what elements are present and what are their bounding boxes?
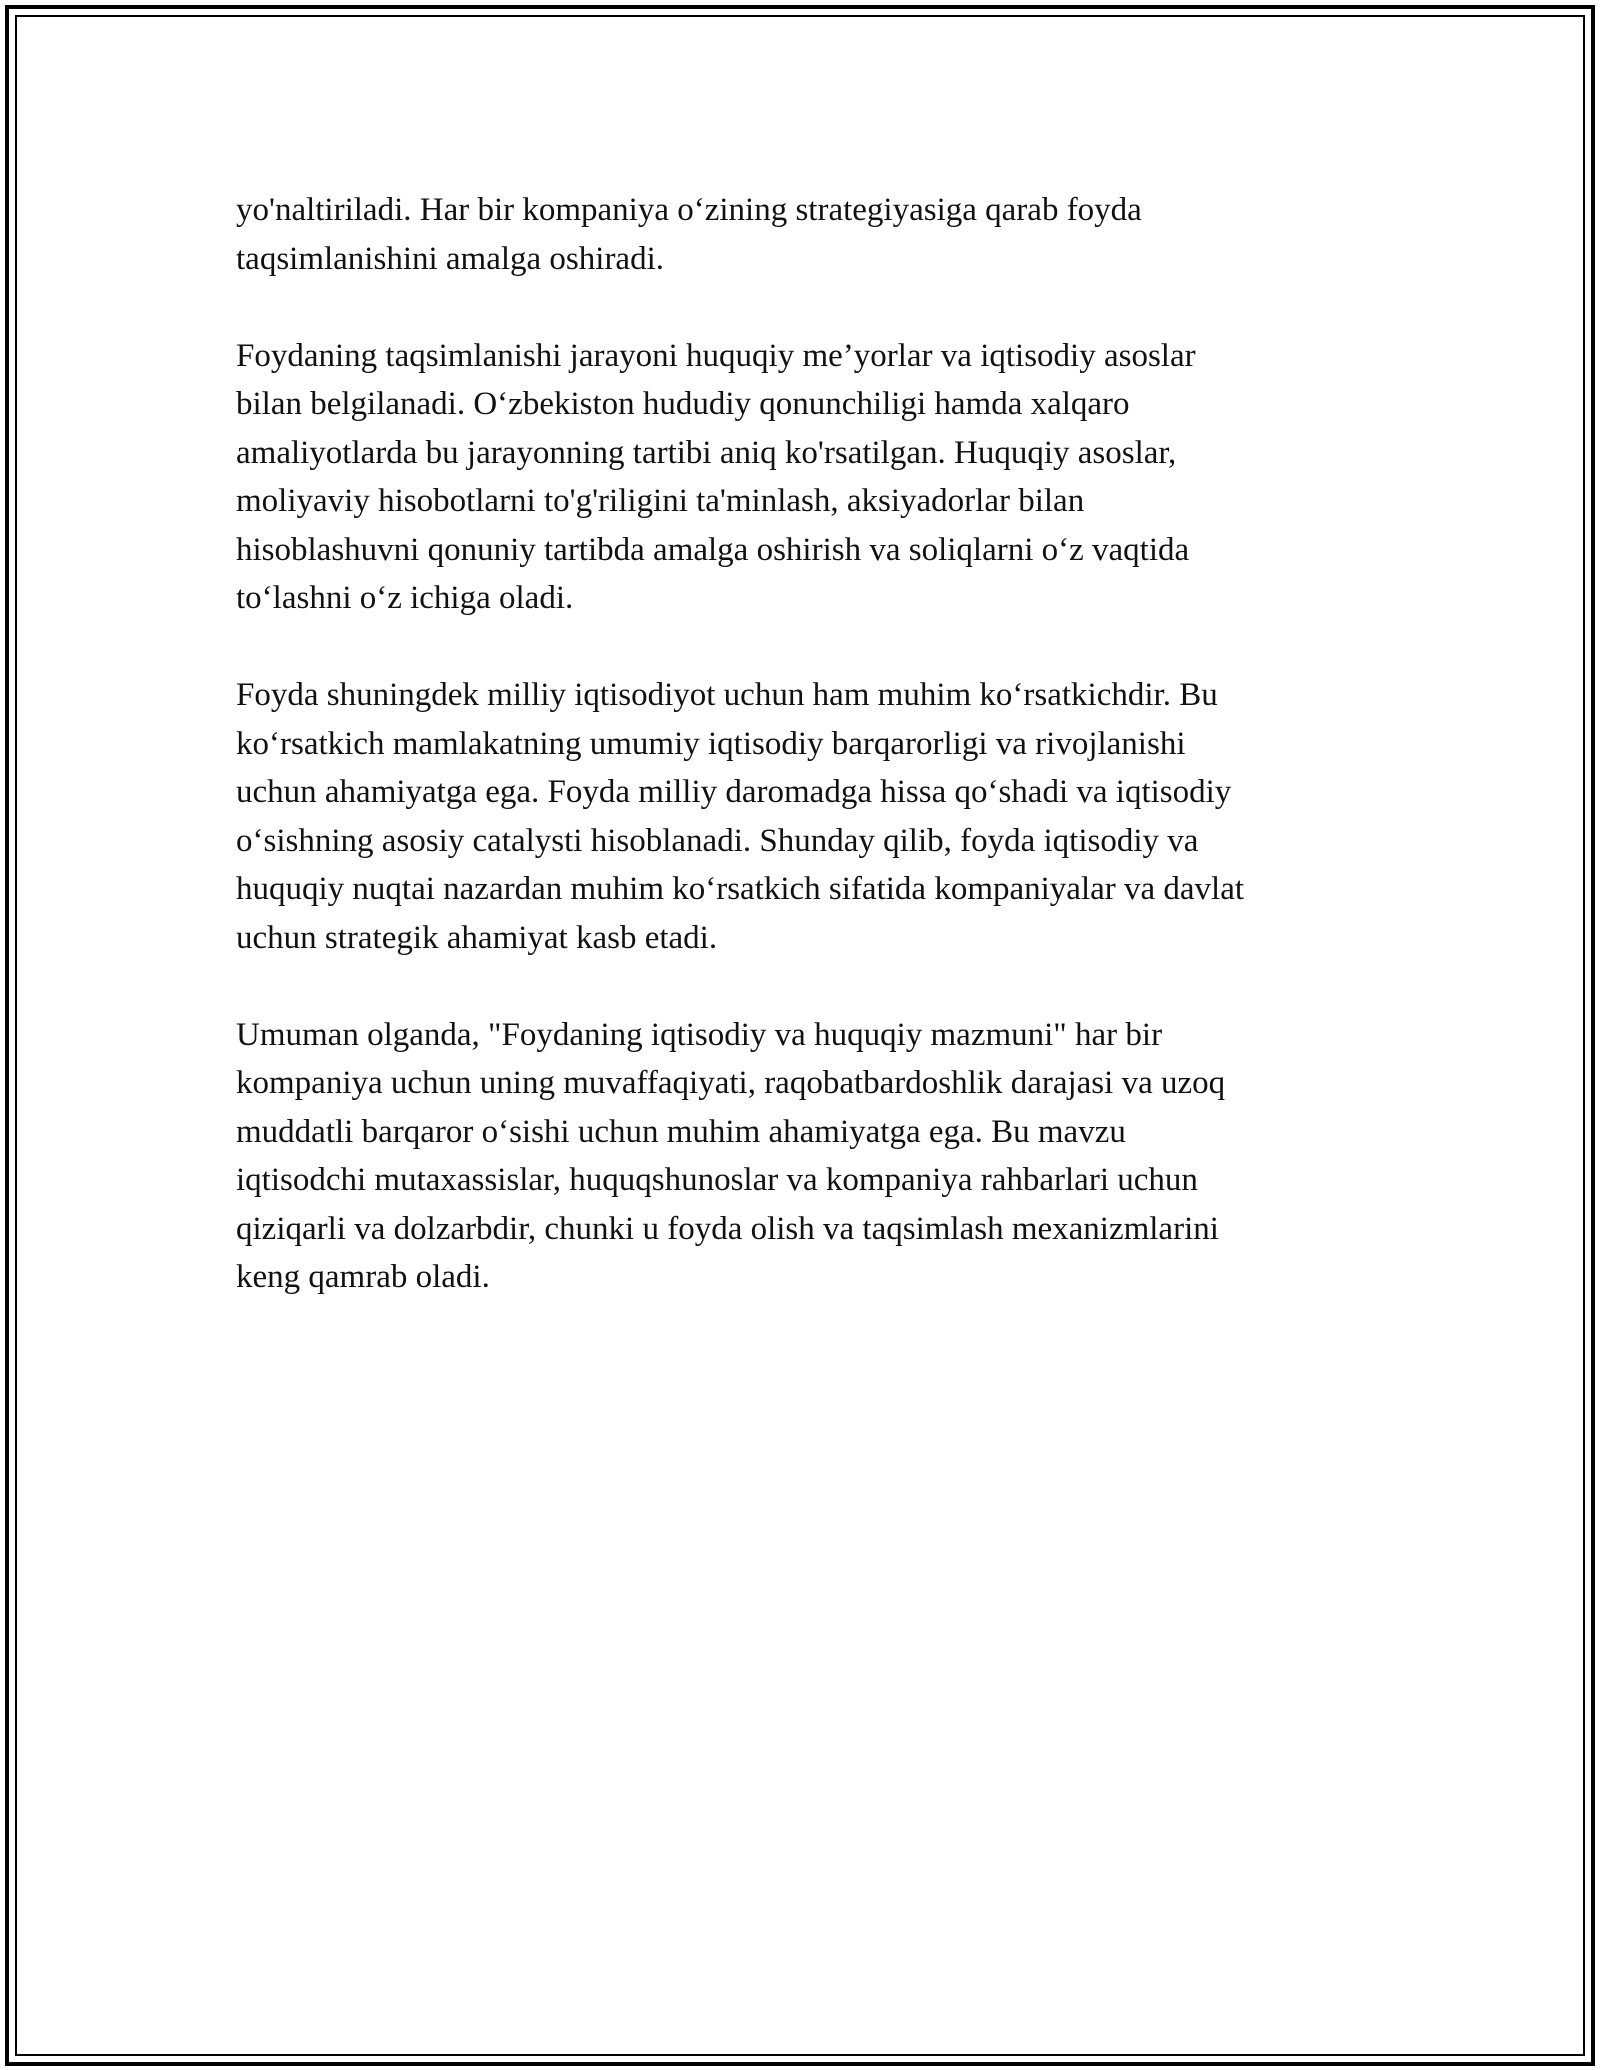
paragraph-2: Foydaning taqsimlanishi jarayoni huquqiy me’yorlar va iqtisodiy asoslar bilan belgilanadi. O‘zbekiston hududiy qonunchiligi hamda xalqaro amaliyotlarda bu jarayonning tartibi aniq ko'rsatilgan. Huquqiy asoslar, moliyaviy hisobotlarni to'g'riligini ta'minlash, aksiyadorlar bilan hisoblashuvni qonuniy tartibda amalga oshirish va soliqlarni o‘z vaqtida to‘lashni o‘z ichiga oladi. [236,337,1196,616]
paragraph-4: Umuman olganda, "Foydaning iqtisodiy va huquqiy mazmuni" har bir kompaniya uchun uning muvaffaqiyati, raqobatbardoshlik darajasi va uzoq muddatli barqaror o‘sishi uchun muhim ahamiyatga ega. Bu mavzu iqtisodchi mutaxassislar, huquqshunoslar va kompaniya rahbarlari uchun qiziqarli va dolzarbdir, chunki u foyda olish va taqsimlash mexanizmlarini keng qamrab oladi. [236,1016,1226,1295]
paragraph-1: yo'naltiriladi. Har bir kompaniya o‘zining strategiyasiga qarab foyda taqsimlanishini amalga oshiradi. [236,192,1142,277]
document-body [236,186,1366,1350]
paragraph-3: Foyda shuningdek milliy iqtisodiyot uchun ham muhim ko‘rsatkichdir. Bu ko‘rsatkich mamlakatning umumiy iqtisodiy barqarorligi va rivojlanishi uchun ahamiyatga ega. Foyda milliy daromadga hissa qo‘shadi va iqtisodiy o‘sishning asosiy catalysti hisoblanadi. Shunday qilib, foyda iqtisodiy va huquqiy nuqtai nazardan muhim ko‘rsatkich sifatida kompaniyalar va davlat uchun strategik ahamiyat kasb etadi. [236,677,1245,956]
